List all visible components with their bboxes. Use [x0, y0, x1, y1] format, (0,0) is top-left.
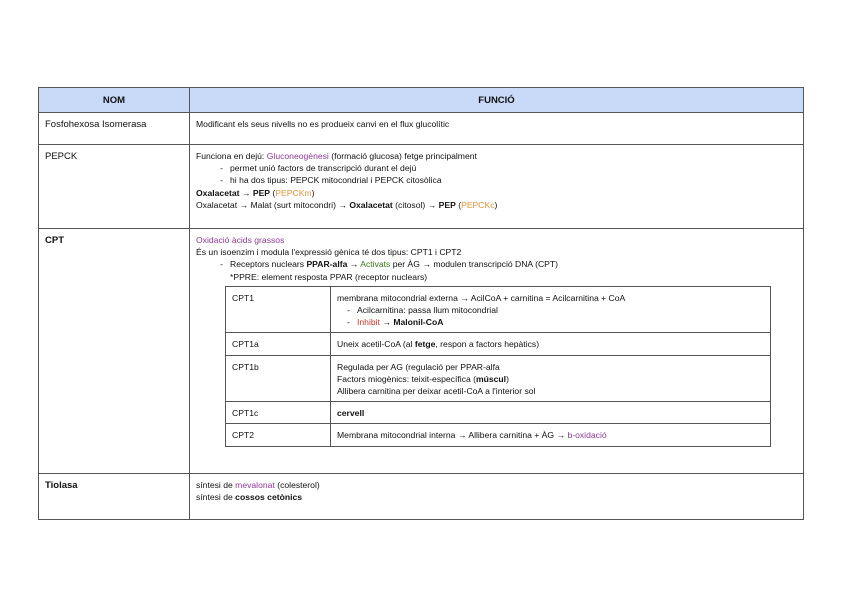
- text-span: Oxalacetat → PEP: [196, 187, 271, 198]
- text-span: ): [311, 187, 315, 198]
- bullet-dash: -: [220, 175, 223, 186]
- text-line: Modificant els seus nivells no es produeix canvi en el flux glucolític: [196, 119, 450, 129]
- subrow-key: CPT1c: [226, 402, 331, 424]
- subrow-cpt2: [226, 424, 771, 446]
- subrow-key: CPT1: [226, 286, 331, 333]
- text-span: Receptors nuclears: [230, 259, 307, 270]
- text-span: Uneix acetil-CoA (al: [337, 339, 415, 350]
- function-cell: [190, 473, 804, 519]
- bullet-item: [337, 316, 764, 328]
- subrow-cpt1b: [226, 355, 771, 402]
- text-line: [337, 338, 764, 350]
- bullet-dash: -: [347, 317, 350, 328]
- text-line: Regulada per AG (regulació per PPAR-alfa: [337, 361, 500, 372]
- text-span: (: [270, 187, 276, 198]
- bullet-item: [196, 162, 797, 174]
- text-span: Factors miogènics: teixit-específica (: [337, 373, 476, 384]
- text-span: →: [347, 259, 361, 270]
- bullet-dash: -: [220, 163, 223, 174]
- text-line: Allibera carnitina per deixar acetil-CoA a l'interior sol: [337, 386, 536, 397]
- text-span: (formació glucosa) fetge principalment: [328, 151, 477, 161]
- text-span: per ÀG → modulen transcripció DNA (CPT): [390, 259, 558, 270]
- subrow-key: CPT1a: [226, 333, 331, 355]
- header-funcio: FUNCIÓ: [190, 88, 804, 113]
- highlight-pepckm: PEPCKm: [275, 187, 312, 198]
- enzyme-table: [38, 87, 804, 520]
- text-line: [196, 150, 797, 162]
- subrow-value: [331, 355, 771, 402]
- row-fosfohexosa-isomerasa: [39, 113, 804, 145]
- text-span: cossos cetònics: [235, 491, 303, 502]
- function-cell: [190, 229, 804, 474]
- name-cell: CPT: [39, 229, 190, 474]
- subrow-key: CPT2: [226, 424, 331, 446]
- text-span: múscul: [475, 373, 507, 384]
- note-line: *PPRE: element resposta PPAR (receptor nuclears): [230, 271, 428, 282]
- text-span: Membrana mitocondrial interna → Allibera carnitina + ÀG →: [337, 430, 568, 441]
- subrow-cpt1a: [226, 333, 771, 355]
- highlight-mevalonat: mevalonat: [235, 479, 275, 490]
- text-span: hi ha dos tipus: PEPCK mitocondrial i PEPCK citosòlica: [230, 175, 442, 186]
- header-row: [39, 88, 804, 113]
- text-line: membrana mitocondrial externa → AcilCoA + carnitina = Acilcarnitina + CoA: [337, 292, 626, 303]
- subrow-key: CPT1b: [226, 355, 331, 402]
- text-line: [196, 199, 797, 211]
- bullet-item: [196, 258, 797, 270]
- name-cell: Tiolasa: [39, 473, 190, 519]
- row-cpt: [39, 229, 804, 474]
- function-cell: [190, 113, 804, 145]
- header-nom: NOM: [39, 88, 190, 113]
- subrow-value: [331, 333, 771, 355]
- row-tiolasa: [39, 473, 804, 519]
- text-span: , respon a factors hepàtics): [435, 339, 540, 350]
- text-span: ): [506, 373, 509, 384]
- text-span: Malonil-CoA: [393, 317, 444, 328]
- function-cell: [190, 145, 804, 229]
- text-span: Acilcarnitina: passa llum mitocondrial: [357, 305, 498, 316]
- text-span: síntesi de: [196, 479, 236, 490]
- subrow-value: [331, 402, 771, 424]
- text-line: [196, 479, 797, 491]
- text-span: (: [455, 199, 462, 210]
- text-line: [337, 429, 764, 441]
- bullet-dash: -: [220, 259, 223, 270]
- section-title: Oxidació àcids grassos: [196, 235, 285, 245]
- subrow-value: [331, 424, 771, 446]
- text-span: (colesterol): [274, 479, 320, 490]
- name-cell: PEPCK: [39, 145, 190, 229]
- text-span: Oxalacetat → Malat (surt mitocondri) →: [196, 199, 350, 210]
- text-span: fetge: [414, 339, 436, 350]
- text-span: →: [379, 317, 394, 328]
- text-line: [196, 491, 797, 503]
- subrow-cpt1: [226, 286, 771, 333]
- row-pepck: [39, 145, 804, 229]
- text-span: Funciona en dejú:: [196, 151, 267, 161]
- text-span: (citosol) →: [392, 199, 439, 210]
- subrow-value: [331, 286, 771, 333]
- text-span: PPAR-alfa: [306, 259, 348, 270]
- highlight-inhibit: Inhibit: [357, 317, 380, 328]
- text-span: permet unió factors de transcripció durant el dejú: [230, 163, 417, 174]
- text-span: síntesi de: [196, 491, 236, 502]
- text-span: ): [494, 199, 498, 210]
- text-span: PEP: [438, 199, 456, 210]
- name-cell: Fosfohexosa Isomerasa: [39, 113, 190, 145]
- text-span: Oxalacetat: [349, 199, 393, 210]
- bullet-dash: -: [347, 305, 350, 316]
- highlight-gluconeogenesi: Gluconeogènesi: [266, 151, 329, 161]
- highlight-b-oxidacio: b-oxidació: [567, 430, 607, 441]
- subrow-cpt1c: [226, 402, 771, 424]
- highlight-pepckc: PEPCKc: [461, 199, 495, 210]
- bullet-item: [337, 304, 764, 316]
- highlight-activats: Activats: [360, 259, 391, 270]
- text-span: cervell: [337, 408, 365, 419]
- cpt-subtable: [225, 286, 771, 447]
- text-line: [196, 187, 797, 199]
- text-line: [337, 373, 764, 385]
- bullet-item: [196, 174, 797, 186]
- text-line: És un isoenzim i modula l'expressió gènica té dos tipus: CPT1 i CPT2: [196, 247, 462, 258]
